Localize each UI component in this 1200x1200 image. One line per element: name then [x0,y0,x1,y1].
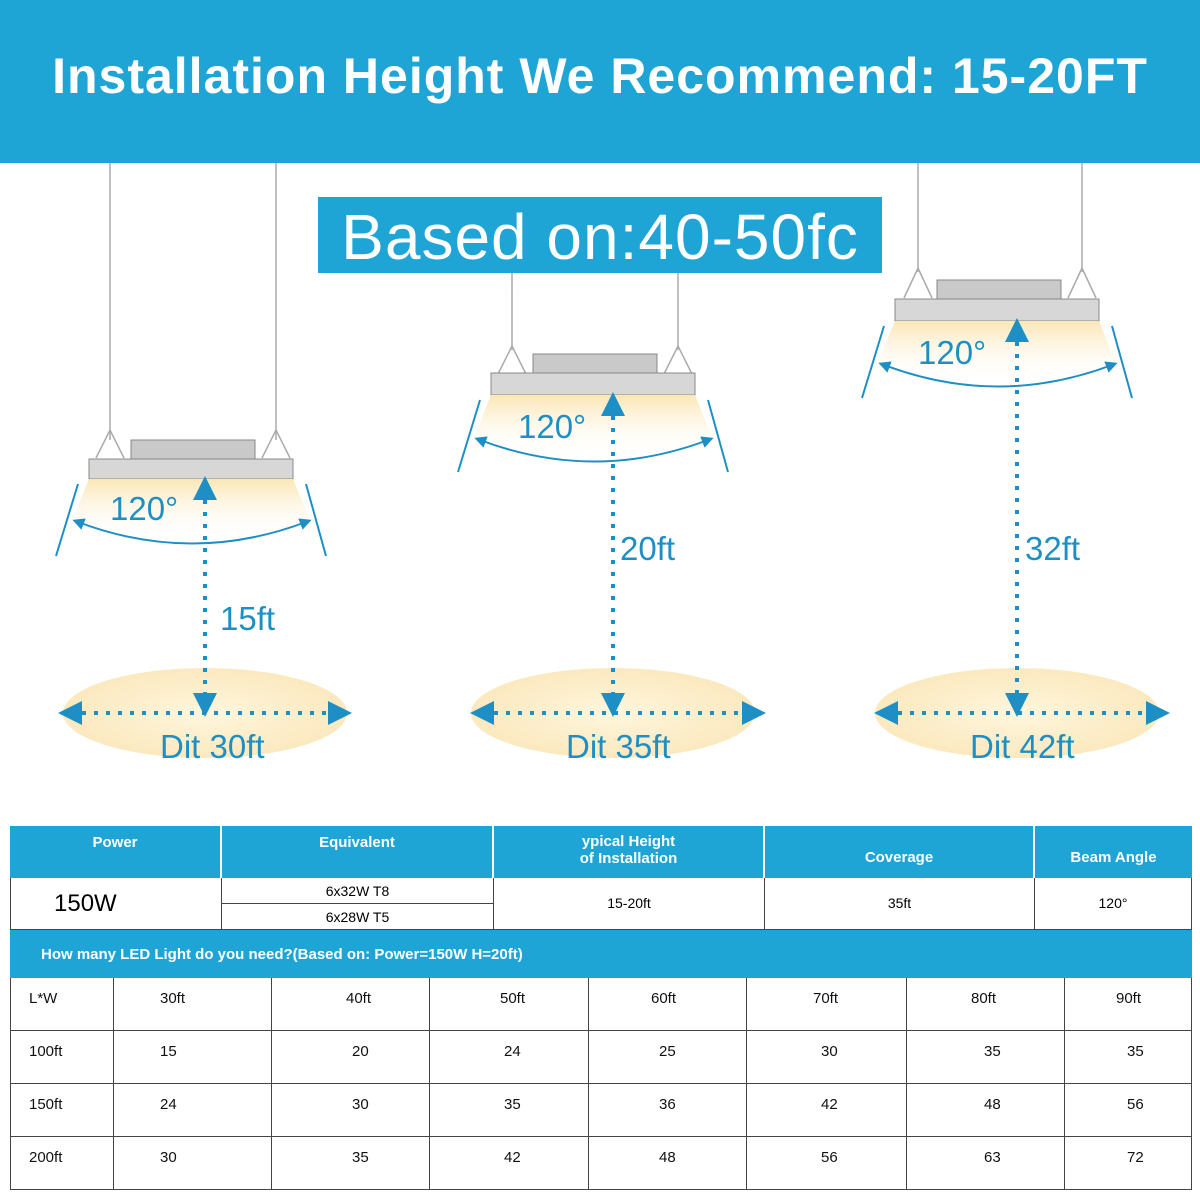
distance-label-1: Dit 30ft [160,728,265,765]
spec-header-beam-angle: Beam Angle [1035,826,1192,878]
column-header: 90ft [1065,978,1192,1031]
spec-coverage-value: 35ft [765,878,1035,930]
table-cell: 36 [589,1084,747,1137]
table-cell: 35 [907,1031,1065,1084]
light-fixture-1 [56,163,347,758]
table-cell: 56 [1065,1084,1192,1137]
beam-angle-label-3: 120° [918,334,987,371]
spec-power-value: 150W [10,878,222,930]
column-header: 70ft [747,978,907,1031]
banner-title: Installation Height We Recommend: 15-20FT [52,48,1148,104]
table-cell: 30 [747,1031,907,1084]
row-label: 150ft [10,1084,114,1137]
header-banner [0,0,1200,163]
spec-height-value: 15-20ft [494,878,765,930]
table-cell: 56 [747,1137,907,1190]
distance-label-2: Dit 35ft [566,728,671,765]
basis-label: Based on:40-50fc [341,201,859,273]
column-header: 50ft [430,978,589,1031]
row-label: 100ft [10,1031,114,1084]
table-cell: 30 [114,1137,272,1190]
distance-label-3: Dit 42ft [970,728,1075,765]
height-label-2: 20ft [620,530,676,567]
column-header: 60ft [589,978,747,1031]
spec-equivalent-t5: 6x28W T5 [222,904,494,930]
table-cell: 24 [430,1031,589,1084]
light-fixture-3 [862,163,1159,758]
spec-header-equivalent: Equivalent [222,826,494,878]
table-row [10,1084,1192,1137]
table-cell: 20 [272,1031,430,1084]
table-cell: 42 [747,1084,907,1137]
table-header-row [10,978,1192,1031]
table-cell: 42 [430,1137,589,1190]
table-cell: 15 [114,1031,272,1084]
spec-header-height: ypical Height of Installation [494,826,765,878]
spec-header-coverage: Coverage [765,826,1035,878]
beam-angle-label-2: 120° [518,408,587,445]
spec-beam-angle-value: 120° [1035,878,1192,930]
light-fixture-2 [458,273,755,758]
column-header: 40ft [272,978,430,1031]
table-cell: 30 [272,1084,430,1137]
table-cell: 35 [430,1084,589,1137]
spec-equivalent-t8: 6x32W T8 [222,878,494,904]
height-label-3: 32ft [1025,530,1081,567]
column-header: 30ft [114,978,272,1031]
table-cell: 25 [589,1031,747,1084]
table-cell: 72 [1065,1137,1192,1190]
table-cell: 24 [114,1084,272,1137]
table-cell: 48 [907,1084,1065,1137]
row-label: 200ft [10,1137,114,1190]
height-label-1: 15ft [220,600,276,637]
column-header: 80ft [907,978,1065,1031]
table-row [10,1137,1192,1190]
basis-label-box [318,197,882,273]
beam-angle-label-1: 120° [110,490,179,527]
table-corner-cell: L*W [10,978,114,1031]
count-table-title: How many LED Light do you need?(Based on: Power=150W H=20ft) [10,930,1192,978]
table-cell: 48 [589,1137,747,1190]
table-cell: 63 [907,1137,1065,1190]
table-cell: 35 [272,1137,430,1190]
table-row [10,1031,1192,1084]
spec-header-power: Power [10,826,222,878]
spec-table [10,826,1192,930]
table-cell: 35 [1065,1031,1192,1084]
